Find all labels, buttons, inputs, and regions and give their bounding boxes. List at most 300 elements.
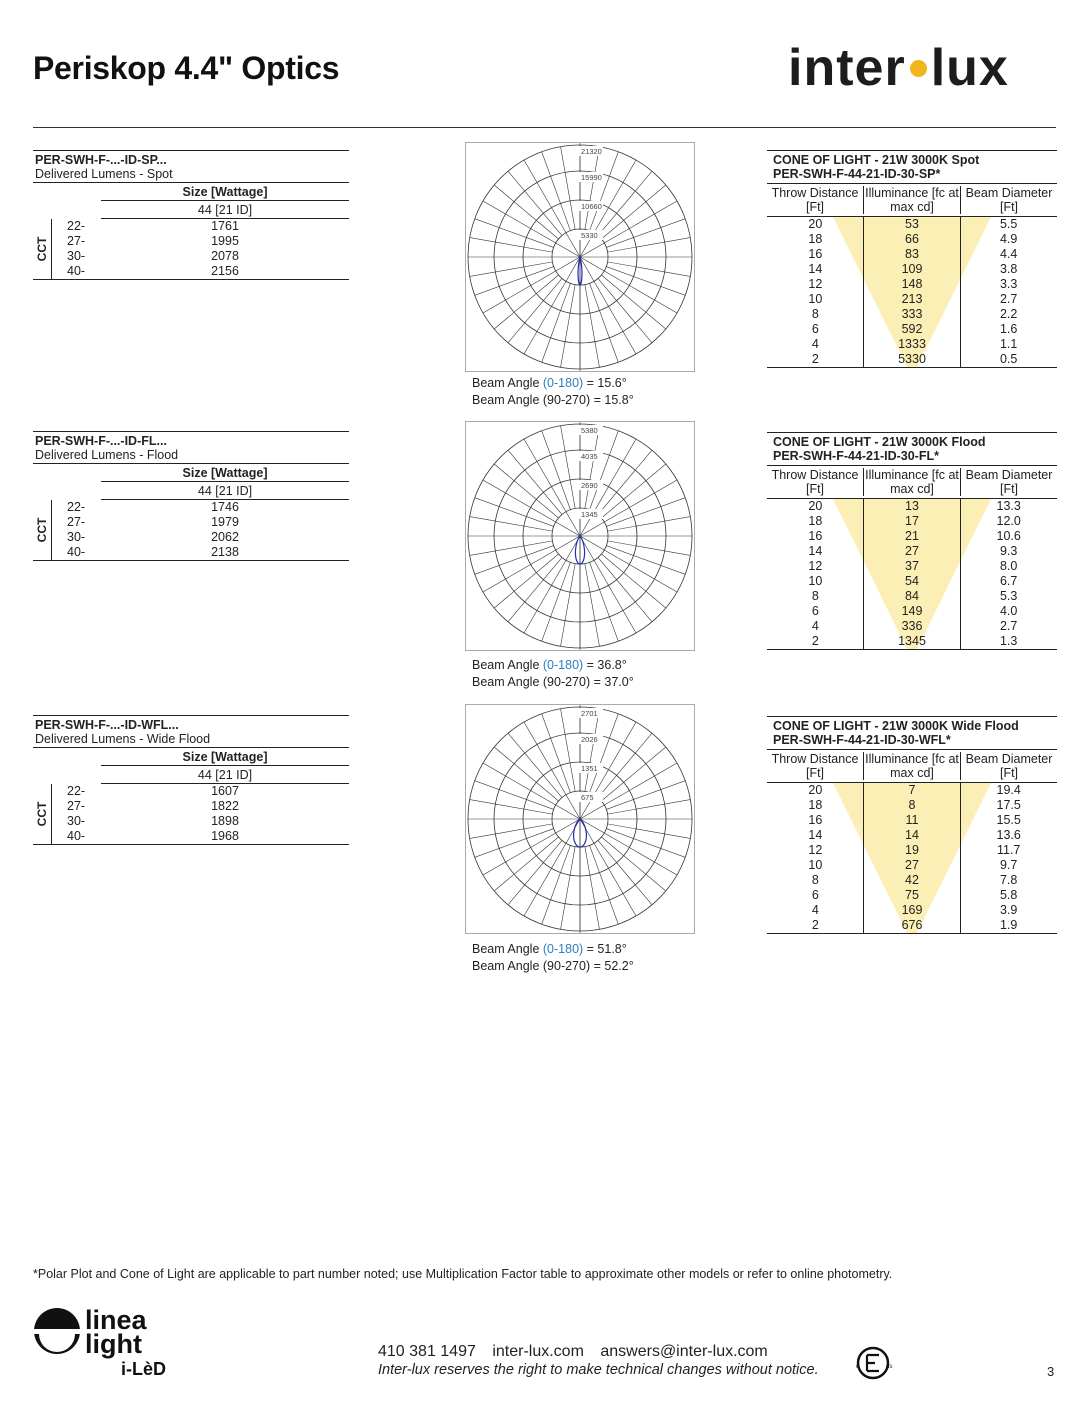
polar-spoke: [475, 546, 554, 575]
ring-label: 2026: [581, 735, 598, 744]
polar-spoke: [483, 480, 556, 522]
column-header: Illuminance [fc at max cd]: [863, 752, 960, 780]
column-divider: [960, 783, 961, 933]
polar-spoke: [590, 845, 619, 924]
beam-angle-value: = 51.8°: [583, 942, 627, 956]
polar-spoke-inner: [580, 522, 604, 536]
throw-distance-value: 12: [808, 559, 823, 573]
polar-spoke: [606, 546, 685, 575]
polar-spoke: [524, 160, 566, 233]
illuminance-value: 83: [905, 247, 919, 261]
size-header: Size [Wattage]: [101, 183, 349, 201]
throw-distance-value: 16: [808, 247, 823, 261]
throw-distance-value: 14: [808, 828, 823, 842]
polar-spoke-inner: [580, 243, 604, 257]
column-header: Throw Distance [Ft]: [771, 186, 859, 214]
table-row: [767, 783, 1057, 798]
beam-diameter-value: 2.7: [999, 619, 1018, 633]
polar-spoke-inner: [566, 512, 580, 536]
beam-angle-prefix: Beam Angle: [472, 942, 543, 956]
polar-spoke: [524, 281, 566, 354]
column-header: Beam Diameter [Ft]: [960, 752, 1057, 780]
table-row: [33, 814, 349, 829]
illuminance-value: 676: [901, 918, 923, 932]
beam-angle-value: = 36.8°: [583, 658, 627, 672]
polar-spoke: [542, 714, 571, 793]
polar-spoke: [524, 722, 566, 795]
polar-plot-svg: [466, 422, 694, 650]
illuminance-value: 11: [905, 813, 919, 827]
illuminance-value: 149: [901, 604, 923, 618]
illuminance-value: 42: [905, 873, 919, 887]
column-divider: [863, 499, 864, 649]
polar-spoke: [594, 722, 636, 795]
illuminance-value: 14: [905, 828, 919, 842]
lumens-table: [33, 150, 349, 280]
polar-plot-svg: [466, 143, 694, 371]
polar-spoke: [470, 238, 553, 253]
polar-spoke-inner: [556, 522, 580, 536]
beam-diameter-value: 15.5: [996, 813, 1021, 827]
beam-diameter-value: 2.2: [999, 307, 1018, 321]
throw-distance-value: 10: [808, 292, 823, 306]
beam-diameter-value: 4.4: [999, 247, 1018, 261]
inter-lux-logo: [788, 38, 1009, 98]
cct-value: 22-: [67, 219, 86, 233]
beam-diameter-value: 4.0: [999, 604, 1018, 618]
polar-spoke: [561, 709, 576, 792]
polar-spoke: [561, 564, 576, 647]
linea-light-icon: [33, 1305, 193, 1380]
illuminance-value: 27: [905, 544, 919, 558]
beam-diameter-value: 3.9: [999, 903, 1018, 917]
table-row: [33, 545, 349, 560]
polar-spoke-inner: [580, 819, 604, 833]
table-row: [767, 634, 1057, 649]
polar-spoke-inner: [556, 243, 580, 257]
etl-mark-icon: [855, 1346, 897, 1382]
table-row: [767, 813, 1057, 828]
beam-diameter-value: 19.4: [996, 783, 1021, 797]
beam-diameter-value: 5.3: [999, 589, 1018, 603]
polar-plot: [465, 704, 695, 934]
beam-diameter-value: 13.6: [996, 828, 1021, 842]
table-row: [33, 500, 349, 515]
throw-distance-value: 18: [808, 232, 823, 246]
ring-label: 2690: [581, 481, 598, 490]
cone-header-row: [767, 184, 1057, 217]
etl-certification-mark: [855, 1346, 897, 1387]
polar-spoke: [590, 562, 619, 641]
cert-us-label: us: [886, 1364, 893, 1370]
ring-label: 5380: [581, 426, 598, 435]
column-header: Beam Diameter [Ft]: [960, 186, 1057, 214]
throw-distance-value: 18: [808, 798, 823, 812]
illuminance-value: 213: [901, 292, 923, 306]
footer-disclaimer: Inter-lux reserves the right to make technical changes without notice.: [378, 1362, 819, 1378]
cone-body: [767, 217, 1057, 368]
polar-spoke-inner: [556, 257, 580, 271]
illuminance-value: 592: [901, 322, 923, 336]
polar-spoke: [604, 480, 677, 522]
polar-spoke: [606, 498, 685, 527]
lumen-value: 1607: [211, 784, 239, 798]
beam-angle-text: [472, 375, 634, 409]
lumen-value: 2078: [211, 249, 239, 263]
polar-spoke-inner: [580, 805, 604, 819]
cct-column: [33, 784, 52, 844]
polar-spoke: [524, 843, 566, 916]
cct-value: 30-: [67, 530, 86, 544]
polar-spoke: [542, 431, 571, 510]
polar-spoke: [608, 800, 691, 815]
logo-line-1: linea: [85, 1305, 147, 1335]
beam-angle-range: (0-180): [542, 942, 584, 956]
beam-diameter-value: 17.5: [996, 798, 1021, 812]
polar-spoke: [604, 550, 677, 592]
logo-word-lux: lux: [930, 39, 1009, 97]
throw-distance-value: 2: [811, 918, 819, 932]
polar-spoke-inner: [566, 819, 580, 843]
throw-distance-value: 8: [811, 873, 819, 887]
polar-spoke: [483, 763, 556, 805]
website-link[interactable]: inter-lux.com: [492, 1343, 584, 1360]
polar-spoke: [561, 426, 576, 509]
size-header: Size [Wattage]: [101, 748, 349, 766]
polar-spoke: [483, 550, 556, 592]
beam-angle-90-270: Beam Angle (90-270) = 15.8°: [472, 393, 634, 407]
ring-label: 15990: [581, 173, 602, 182]
polar-spoke: [524, 560, 566, 633]
throw-distance-value: 4: [811, 337, 819, 351]
lumen-value: 2062: [211, 530, 239, 544]
cone-part-number: PER-SWH-F-44-21-ID-30-WFL*: [767, 733, 1057, 750]
beam-diameter-value: 1.1: [999, 337, 1018, 351]
throw-distance-value: 14: [808, 262, 823, 276]
column-header: Illuminance [fc at max cd]: [863, 186, 960, 214]
throw-distance-value: 8: [811, 589, 819, 603]
polar-spoke: [542, 845, 571, 924]
polar-spoke: [606, 781, 685, 810]
illuminance-value: 17: [905, 514, 919, 528]
beam-diameter-value: 7.8: [999, 873, 1018, 887]
polar-spoke: [604, 271, 677, 313]
polar-spoke: [608, 238, 691, 253]
column-header: Throw Distance [Ft]: [771, 752, 859, 780]
cone-header-row: [767, 750, 1057, 783]
ring-label: 4035: [581, 452, 598, 461]
lumens-table: [33, 431, 349, 561]
beam-diameter-value: 1.6: [999, 322, 1018, 336]
polar-spoke-inner: [566, 795, 580, 819]
beam-angle-text: [472, 657, 634, 691]
illuminance-value: 169: [901, 903, 923, 917]
table-row: [767, 589, 1057, 604]
table-row: [33, 234, 349, 249]
table-row: [767, 277, 1057, 292]
illuminance-value: 5330: [898, 352, 926, 366]
polar-spoke: [606, 267, 685, 296]
header-divider: [33, 127, 1056, 128]
lumen-value: 1898: [211, 814, 239, 828]
polar-spoke: [561, 285, 576, 368]
polar-spoke: [542, 283, 571, 362]
throw-distance-value: 12: [808, 277, 823, 291]
table-row: [33, 829, 349, 844]
polar-spoke: [606, 219, 685, 248]
beam-diameter-value: 12.0: [996, 514, 1021, 528]
part-number: PER-SWH-F-...-ID-SP...: [33, 150, 349, 167]
throw-distance-value: 4: [811, 903, 819, 917]
page-title: Periskop 4.4" Optics: [33, 50, 340, 86]
table-row: [767, 858, 1057, 873]
throw-distance-value: 20: [808, 499, 823, 513]
logo-dot-icon: [910, 60, 927, 77]
table-row: [767, 828, 1057, 843]
polar-spoke: [470, 517, 553, 532]
table-row: [767, 322, 1057, 337]
table-row: [33, 799, 349, 814]
polar-spoke: [594, 560, 636, 633]
cct-label: CCT: [35, 801, 49, 827]
cone-part-number: PER-SWH-F-44-21-ID-30-FL*: [767, 449, 1057, 466]
polar-spoke: [475, 498, 554, 527]
throw-distance-value: 12: [808, 843, 823, 857]
polar-plot: [465, 142, 695, 372]
lumens-body: [33, 500, 349, 561]
beam-angle-range: (0-180): [542, 658, 584, 672]
polar-spoke-inner: [556, 819, 580, 833]
column-header: Beam Diameter [Ft]: [960, 468, 1057, 496]
polar-spoke: [585, 847, 600, 930]
cone-header-row: [767, 466, 1057, 499]
linea-light-logo: [33, 1305, 193, 1385]
polar-spoke: [542, 152, 571, 231]
lumens-label: Delivered Lumens - Wide Flood: [33, 732, 349, 748]
table-row: [767, 574, 1057, 589]
cct-value: 22-: [67, 784, 86, 798]
illuminance-value: 336: [901, 619, 923, 633]
beam-diameter-value: 3.3: [999, 277, 1018, 291]
illuminance-value: 75: [905, 888, 919, 902]
lumen-value: 1995: [211, 234, 239, 248]
table-row: [767, 873, 1057, 888]
table-row: [767, 903, 1057, 918]
polar-spoke: [470, 541, 553, 556]
table-row: [767, 232, 1057, 247]
column-divider: [960, 217, 961, 367]
beam-diameter-value: 8.0: [999, 559, 1018, 573]
illuminance-value: 7: [908, 783, 916, 797]
lumen-value: 1761: [211, 219, 239, 233]
throw-distance-value: 2: [811, 352, 819, 366]
table-row: [767, 262, 1057, 277]
polar-spoke: [483, 833, 556, 875]
beam-diameter-value: 10.6: [996, 529, 1021, 543]
polar-spoke: [608, 824, 691, 839]
cct-column: [33, 500, 52, 560]
throw-distance-value: 16: [808, 813, 823, 827]
cone-of-light-table: [767, 432, 1057, 650]
size-header: Size [Wattage]: [101, 464, 349, 482]
polar-spoke: [594, 160, 636, 233]
beam-diameter-value: 9.7: [999, 858, 1018, 872]
beam-angle-90-270: Beam Angle (90-270) = 37.0°: [472, 675, 634, 689]
throw-distance-value: 6: [811, 322, 819, 336]
polar-spoke: [475, 829, 554, 858]
table-row: [767, 918, 1057, 933]
throw-distance-value: 20: [808, 783, 823, 797]
polar-spoke: [608, 262, 691, 277]
table-row: [767, 843, 1057, 858]
beam-diameter-value: 3.8: [999, 262, 1018, 276]
footnote: *Polar Plot and Cone of Light are applicable to part number noted; use Multiplication Factor table to approximate other models or refer to online photometry.: [33, 1267, 893, 1281]
throw-distance-value: 6: [811, 604, 819, 618]
polar-spoke: [470, 800, 553, 815]
cct-value: 40-: [67, 264, 86, 278]
illuminance-value: 37: [905, 559, 919, 573]
beam-diameter-value: 2.7: [999, 292, 1018, 306]
lumen-value: 1822: [211, 799, 239, 813]
polar-spoke: [475, 267, 554, 296]
cct-value: 22-: [67, 500, 86, 514]
polar-spoke: [561, 847, 576, 930]
polar-spoke: [606, 829, 685, 858]
wattage-value: 44 [21 ID]: [101, 482, 349, 500]
lumens-table: [33, 715, 349, 845]
logo-word-inter: inter: [788, 39, 906, 97]
illuminance-value: 8: [908, 798, 916, 812]
illuminance-value: 21: [905, 529, 919, 543]
polar-spoke: [470, 262, 553, 277]
beam-angle-prefix: Beam Angle: [472, 658, 543, 672]
polar-spoke-inner: [580, 257, 604, 271]
beam-diameter-value: 1.9: [999, 918, 1018, 932]
cct-value: 27-: [67, 515, 86, 529]
cct-value: 30-: [67, 249, 86, 263]
table-row: [767, 514, 1057, 529]
polar-spoke: [594, 439, 636, 512]
illuminance-value: 13: [905, 499, 919, 513]
polar-spoke: [608, 541, 691, 556]
table-row: [767, 544, 1057, 559]
beam-angle-90-270: Beam Angle (90-270) = 52.2°: [472, 959, 634, 973]
beam-diameter-value: 6.7: [999, 574, 1018, 588]
beam-angle-0-180: [472, 941, 634, 958]
polar-spoke: [475, 781, 554, 810]
cct-value: 40-: [67, 545, 86, 559]
polar-spoke: [483, 271, 556, 313]
beam-diameter-value: 9.3: [999, 544, 1018, 558]
lumen-value: 2138: [211, 545, 239, 559]
beam-angle-0-180: [472, 375, 634, 392]
ring-label: 2701: [581, 709, 598, 718]
cct-label: CCT: [35, 517, 49, 543]
lumen-value: 1979: [211, 515, 239, 529]
logo-line-3: i-LèD: [121, 1359, 166, 1379]
throw-distance-value: 4: [811, 619, 819, 633]
illuminance-value: 1345: [898, 634, 926, 648]
column-divider: [863, 217, 864, 367]
polar-spoke: [524, 439, 566, 512]
illuminance-value: 19: [905, 843, 919, 857]
beam-angle-text: [472, 941, 634, 975]
polar-spoke-inner: [556, 805, 580, 819]
cct-column: [33, 219, 52, 279]
throw-distance-value: 20: [808, 217, 823, 231]
throw-distance-value: 6: [811, 888, 819, 902]
page-number: 3: [1047, 1364, 1055, 1379]
wattage-value: 44 [21 ID]: [101, 201, 349, 219]
table-row: [767, 529, 1057, 544]
cert-c-label: c: [856, 1364, 859, 1370]
column-header: Throw Distance [Ft]: [771, 468, 859, 496]
cone-body: [767, 499, 1057, 650]
polar-spoke: [542, 562, 571, 641]
polar-spoke: [561, 147, 576, 230]
polar-spoke-inner: [580, 819, 594, 843]
table-row: [767, 619, 1057, 634]
table-row: [767, 337, 1057, 352]
polar-spoke: [585, 147, 600, 230]
ring-label: 675: [581, 793, 594, 802]
cct-value: 40-: [67, 829, 86, 843]
table-row: [767, 292, 1057, 307]
cct-value: 27-: [67, 799, 86, 813]
email-link[interactable]: answers@inter-lux.com: [600, 1343, 768, 1360]
cone-of-light-table: [767, 150, 1057, 368]
table-row: [33, 219, 349, 234]
beam-angle-range: (0-180): [542, 376, 584, 390]
table-row: [767, 352, 1057, 367]
ring-label: 1345: [581, 510, 598, 519]
polar-spoke: [594, 843, 636, 916]
logo-line-2: light: [85, 1329, 142, 1359]
table-row: [767, 499, 1057, 514]
beam-diameter-value: 0.5: [999, 352, 1018, 366]
table-row: [767, 307, 1057, 322]
part-number: PER-SWH-F-...-ID-WFL...: [33, 715, 349, 732]
beam-angle-0-180: [472, 657, 634, 674]
wattage-value: 44 [21 ID]: [101, 766, 349, 784]
beam-diameter-value: 5.5: [999, 217, 1018, 231]
polar-spoke: [604, 763, 677, 805]
lumens-label: Delivered Lumens - Flood: [33, 448, 349, 464]
polar-spoke-inner: [566, 233, 580, 257]
phone-number[interactable]: 410 381 1497: [378, 1343, 476, 1360]
beam-diameter-value: 4.9: [999, 232, 1018, 246]
footer-contact: [378, 1343, 780, 1361]
polar-plot: [465, 421, 695, 651]
cct-value: 27-: [67, 234, 86, 248]
cone-title: CONE OF LIGHT - 21W 3000K Wide Flood: [767, 716, 1057, 733]
table-row: [33, 530, 349, 545]
beam-diameter-value: 1.3: [999, 634, 1018, 648]
polar-spoke: [483, 201, 556, 243]
polar-spoke: [590, 283, 619, 362]
table-row: [33, 784, 349, 799]
polar-spoke: [594, 281, 636, 354]
table-row: [33, 264, 349, 279]
polar-spoke: [585, 709, 600, 792]
beam-diameter-value: 13.3: [996, 499, 1021, 513]
throw-distance-value: 10: [808, 574, 823, 588]
table-row: [33, 515, 349, 530]
polar-spoke: [585, 285, 600, 368]
illuminance-value: 109: [901, 262, 923, 276]
polar-spoke: [470, 824, 553, 839]
lumens-body: [33, 784, 349, 845]
